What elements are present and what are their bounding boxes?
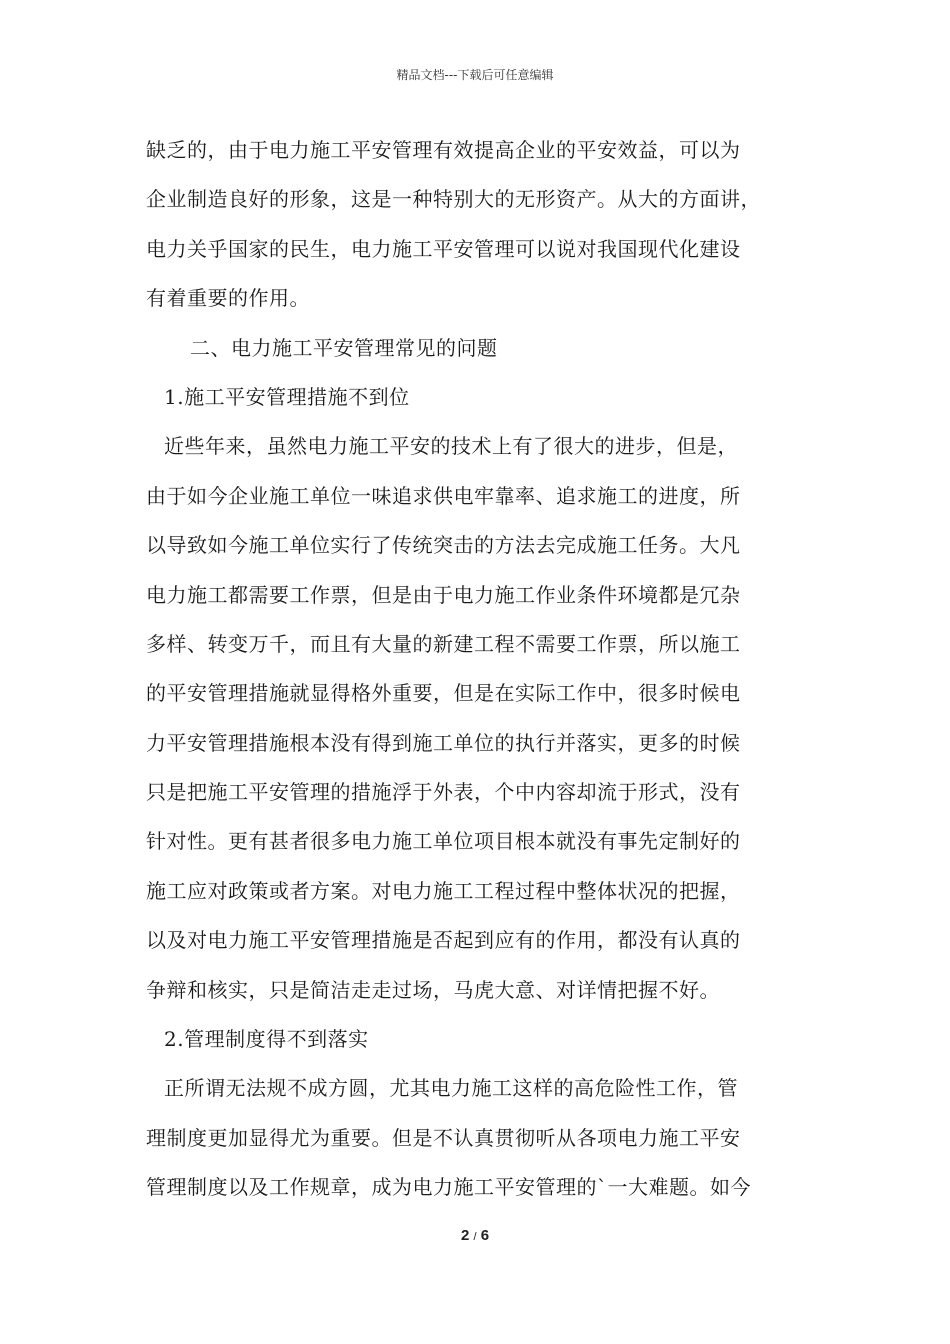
- total-pages: 6: [480, 1227, 490, 1244]
- section-heading: 二、电力施工平安管理常见的问题: [190, 335, 498, 360]
- current-page: 2: [460, 1227, 470, 1244]
- paragraph-line: 力平安管理措施根本没有得到施工单位的执行并落实，更多的时候: [146, 730, 741, 755]
- paragraph-line: 施工应对政策或者方案。对电力施工工程过程中整体状况的把握，: [146, 878, 741, 903]
- page-header: [0, 66, 950, 83]
- paragraph-line: 理制度更加显得尤为重要。但是不认真贯彻听从各项电力施工平安: [146, 1125, 741, 1150]
- paragraph-line: 缺乏的，由于电力施工平安管理有效提高企业的平安效益，可以为: [146, 138, 741, 162]
- paragraph-line: 以及对电力施工平安管理措施是否起到应有的作用，都没有认真的: [146, 928, 741, 953]
- paragraph-line: 由于如今企业施工单位一味追求供电牢靠率、追求施工的进度，所: [146, 483, 741, 508]
- paragraph-line: 只是把施工平安管理的措施浮于外表，个中内容却流于形式，没有: [146, 780, 741, 805]
- page-separator: /: [473, 1231, 477, 1243]
- paragraph-line: 以导致如今施工单位实行了传统突击的方法去完成施工任务。大凡: [146, 533, 741, 558]
- document-body: [146, 126, 826, 1213]
- paragraph-line: 管理制度以及工作规章，成为电力施工平安管理的`一大难题。如今: [146, 1175, 751, 1200]
- paragraph-line: 的平安管理措施就显得格外重要，但是在实际工作中，很多时候电: [146, 681, 741, 706]
- paragraph-line: 近些年来，虽然电力施工平安的技术上有了很大的进步，但是，: [164, 434, 738, 459]
- paragraph-line: 电力施工都需要工作票，但是由于电力施工作业条件环境都是冗杂: [146, 582, 741, 607]
- paragraph-line: 电力关乎国家的民生，电力施工平安管理可以说对我国现代化建设: [146, 236, 741, 261]
- header-text: 精品文档---下载后可任意编辑: [396, 68, 554, 82]
- paragraph-line: 有着重要的作用。: [146, 286, 310, 311]
- paragraph-line: 正所谓无法规不成方圆，尤其电力施工这样的高危险性工作，管: [164, 1076, 738, 1101]
- subsection-heading: 1.施工平安管理措施不到位: [164, 384, 410, 409]
- paragraph-line: 争辩和核实，只是简洁走走过场，马虎大意、对详情把握不好。: [146, 977, 720, 1002]
- paragraph-line: 企业制造良好的形象，这是一种特别大的无形资产。从大的方面讲，: [146, 187, 761, 212]
- page-number: [0, 1227, 950, 1244]
- paragraph-line: 针对性。更有甚者很多电力施工单位项目根本就没有事先定制好的: [146, 829, 741, 854]
- paragraph-line: 多样、转变万千，而且有大量的新建工程不需要工作票，所以施工: [146, 631, 741, 656]
- subsection-heading: 2.管理制度得不到落实: [164, 1027, 369, 1052]
